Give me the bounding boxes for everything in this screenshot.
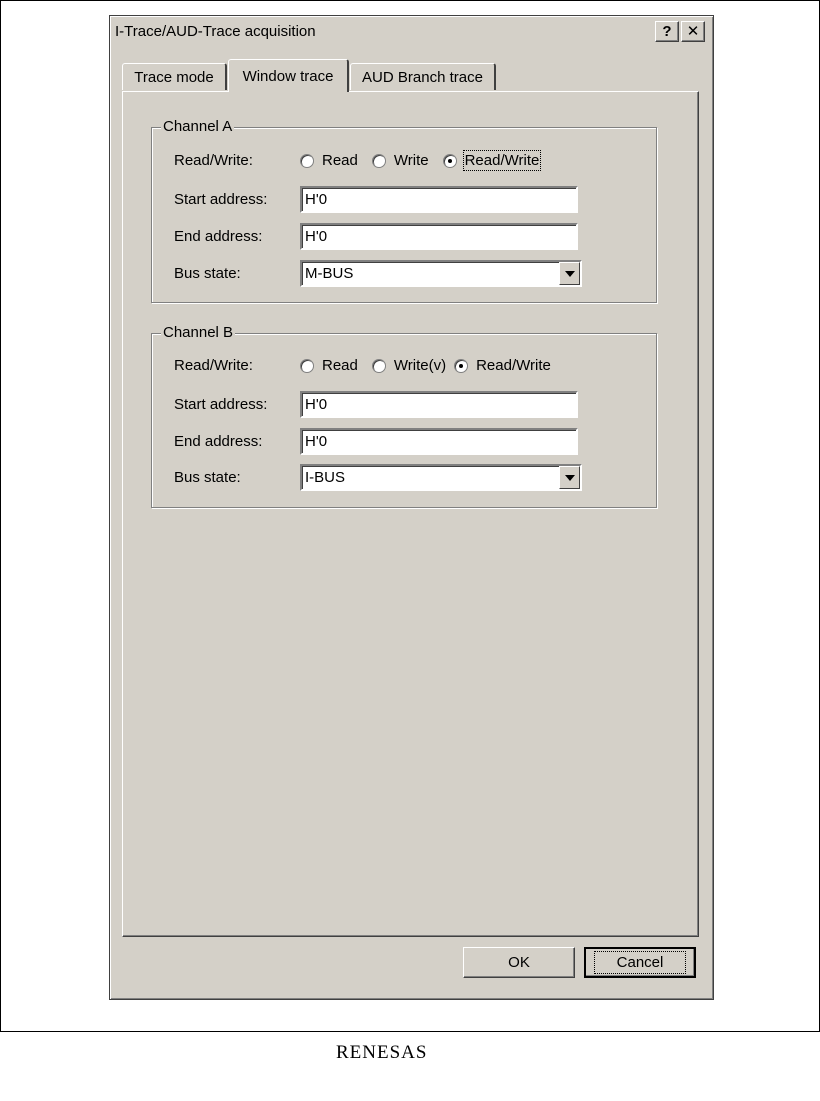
channel-b-readwrite-radio[interactable]: Read/Write [454,357,551,374]
channel-b-group [151,324,657,508]
channel-b-end-address-input[interactable]: H'0 [300,428,578,455]
radio-unchecked-icon [300,359,314,373]
channel-b-start-label: Start address: [174,396,268,413]
channel-a-start-row [174,186,578,213]
channel-a-rw-row [174,152,553,169]
channel-a-read-radio[interactable]: Read [300,152,358,169]
channel-b-start-address-input[interactable]: H'0 [300,391,578,418]
channel-a-bus-label: Bus state: [174,265,241,282]
channel-b-write-radio[interactable]: Write(v) [372,357,446,374]
channel-b-bus-state-select[interactable]: I-BUS [300,464,582,491]
channel-a-end-row [174,223,578,250]
channel-b-start-row [174,391,578,418]
radio-unchecked-icon [300,154,314,168]
tab-aud-branch-trace[interactable]: AUD Branch trace [350,63,496,90]
channel-b-end-row [174,428,578,455]
close-icon: ✕ [686,23,700,40]
window-trace-panel [122,91,699,937]
channel-a-write-radio[interactable]: Write [372,152,429,169]
channel-a-readwrite-radio[interactable]: Read/Write [443,152,540,169]
channel-a-bus-row [174,260,582,287]
channel-a-end-address-input[interactable]: H'0 [300,223,578,250]
channel-b-title: Channel B [163,324,234,341]
radio-checked-icon [454,359,468,373]
channel-a-bus-state-select[interactable]: M-BUS [300,260,582,287]
close-button[interactable] [681,21,705,42]
channel-b-read-radio[interactable]: Read [300,357,358,374]
title-bar [112,18,711,44]
channel-a-start-address-input[interactable]: H'0 [300,186,578,213]
tab-window-trace[interactable]: Window trace [228,59,349,92]
radio-unchecked-icon [372,154,386,168]
dropdown-button[interactable] [559,466,580,489]
cancel-button[interactable]: Cancel [584,947,696,978]
renesas-logo: RENESAS [336,1042,428,1063]
channel-b-rw-label: Read/Write: [174,357,253,374]
radio-checked-icon [443,154,457,168]
trace-acquisition-dialog [109,15,714,1000]
chevron-down-icon [565,271,575,277]
channel-a-start-label: Start address: [174,191,268,208]
channel-a-title: Channel A [163,118,233,135]
channel-a-rw-label: Read/Write: [174,152,253,169]
ok-button[interactable]: OK [463,947,575,978]
channel-b-end-label: End address: [174,433,263,450]
radio-unchecked-icon [372,359,386,373]
channel-b-bus-label: Bus state: [174,469,241,486]
channel-b-rw-row [174,357,565,374]
channel-a-group [151,118,657,303]
window-title: I-Trace/AUD-Trace acquisition [115,22,316,40]
help-button[interactable]: ? [655,21,679,42]
channel-a-end-label: End address: [174,228,263,245]
chevron-down-icon [565,475,575,481]
channel-b-bus-row [174,464,582,491]
dropdown-button[interactable] [559,262,580,285]
tab-trace-mode[interactable]: Trace mode [122,63,227,90]
